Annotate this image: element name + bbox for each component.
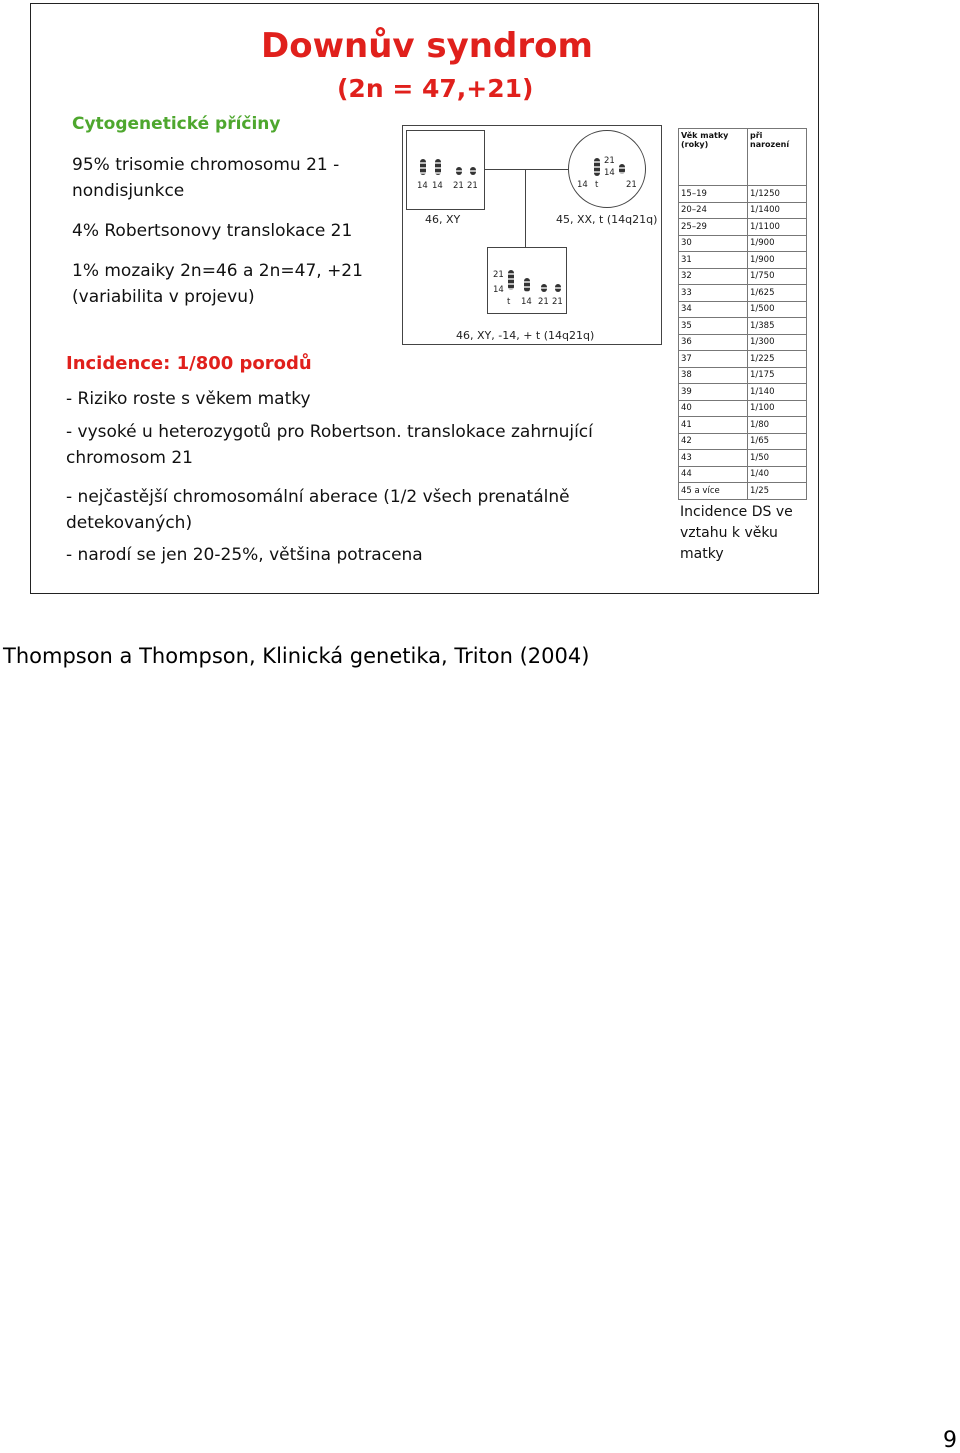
point-line-4: - nejčastější chromosomální aberace (1/2 všech prenatálně (66, 487, 570, 507)
incidence-cell: 1/65 (748, 433, 807, 450)
incidence-cell: 1/140 (748, 384, 807, 401)
father-karyotype-label: 46, XY (425, 213, 461, 226)
header-birth: při narození (748, 129, 807, 186)
table-row (679, 235, 807, 252)
chromosome-icon (420, 159, 426, 175)
table-row (679, 433, 807, 450)
table-row (679, 301, 807, 318)
chrom-label: 21 (453, 181, 464, 191)
incidence-cell: 1/225 (748, 351, 807, 368)
incidence-cell: 1/100 (748, 400, 807, 417)
chromosome-icon (541, 284, 547, 292)
age-cell: 41 (679, 417, 748, 434)
chrom-label: t (595, 180, 599, 190)
child-karyotype-label: 46, XY, -14, + t (14q21q) (456, 329, 595, 342)
incidence-cell: 1/1100 (748, 219, 807, 236)
incidence-cell: 1/900 (748, 235, 807, 252)
age-cell: 33 (679, 285, 748, 302)
chromosome-icon (508, 270, 514, 290)
age-cell: 37 (679, 351, 748, 368)
chromosome-icon (619, 164, 625, 174)
incidence-heading: Incidence: 1/800 porodů (66, 353, 312, 374)
chrom-label: 14 (604, 168, 615, 178)
incidence-cell: 1/80 (748, 417, 807, 434)
table-row (679, 351, 807, 368)
chrom-label: 14 (577, 180, 588, 190)
chrom-label: 21 (538, 297, 549, 307)
chromosome-icon (470, 167, 476, 175)
chrom-label: 14 (493, 285, 504, 295)
slide-title: Downův syndrom (261, 26, 593, 66)
incidence-cell: 1/175 (748, 367, 807, 384)
age-cell: 34 (679, 301, 748, 318)
cause-line-3: 4% Robertsonovy translokace 21 (72, 221, 353, 241)
incidence-cell: 1/625 (748, 285, 807, 302)
point-line-3: chromosom 21 (66, 448, 193, 468)
chrom-label: t (507, 297, 511, 307)
age-cell: 30 (679, 235, 748, 252)
age-cell: 20–24 (679, 202, 748, 219)
age-cell: 32 (679, 268, 748, 285)
age-cell: 31 (679, 252, 748, 269)
table-row (679, 268, 807, 285)
table-row (679, 417, 807, 434)
incidence-cell: 1/385 (748, 318, 807, 335)
age-cell: 43 (679, 450, 748, 467)
point-line-2: - vysoké u heterozygotů pro Robertson. translokace zahrnující (66, 422, 593, 442)
table-row (679, 186, 807, 203)
chrom-label: 21 (493, 270, 504, 280)
table-row (679, 466, 807, 483)
age-cell: 40 (679, 400, 748, 417)
cause-line-2: nondisjunkce (72, 181, 185, 201)
age-cell: 39 (679, 384, 748, 401)
chrom-label: 14 (521, 297, 532, 307)
translocation-diagram (402, 125, 662, 345)
cause-line-4: 1% mozaiky 2n=46 a 2n=47, +21 (72, 261, 363, 281)
slide-subtitle: (2n = 47,+21) (337, 74, 534, 103)
age-cell: 15–19 (679, 186, 748, 203)
incidence-cell: 1/300 (748, 334, 807, 351)
slide-panel (30, 3, 819, 594)
point-line-6: - narodí se jen 20-25%, většina potracena (66, 545, 423, 565)
header-age: Věk matky (roky) (679, 129, 748, 186)
age-cell: 42 (679, 433, 748, 450)
age-cell: 36 (679, 334, 748, 351)
table-row (679, 483, 807, 500)
descent-line (525, 169, 526, 247)
table-row (679, 334, 807, 351)
cause-line-1: 95% trisomie chromosomu 21 - (72, 155, 340, 175)
chromosome-icon (555, 284, 561, 292)
incidence-cell: 1/25 (748, 483, 807, 500)
incidence-table (678, 128, 807, 500)
causes-heading: Cytogenetické příčiny (72, 114, 281, 134)
father-karyotype-box (406, 130, 485, 210)
table-header-row (679, 129, 807, 186)
chrom-label: 21 (626, 180, 637, 190)
chromosome-icon (524, 278, 530, 292)
table-row (679, 202, 807, 219)
chromosome-icon (456, 167, 462, 175)
incidence-cell: 1/900 (748, 252, 807, 269)
table-row (679, 318, 807, 335)
table-row (679, 219, 807, 236)
incidence-cell: 1/50 (748, 450, 807, 467)
page-number: 9 (943, 1428, 957, 1453)
age-cell: 35 (679, 318, 748, 335)
age-cell: 38 (679, 367, 748, 384)
table-row (679, 285, 807, 302)
chrom-label: 14 (432, 181, 443, 191)
point-line-5: detekovaných) (66, 513, 193, 533)
table-row (679, 252, 807, 269)
chromosome-icon (435, 159, 441, 175)
child-karyotype-box (487, 247, 567, 314)
table-row (679, 367, 807, 384)
table-row (679, 400, 807, 417)
age-cell: 25–29 (679, 219, 748, 236)
chromosome-icon (594, 158, 600, 176)
age-cell: 45 a více (679, 483, 748, 500)
citation: Thompson a Thompson, Klinická genetika, Triton (2004) (3, 644, 590, 668)
incidence-cell: 1/1400 (748, 202, 807, 219)
incidence-cell: 1/750 (748, 268, 807, 285)
point-line-1: - Riziko roste s věkem matky (66, 389, 311, 409)
mother-karyotype-label: 45, XX, t (14q21q) (556, 213, 658, 226)
chrom-label: 21 (467, 181, 478, 191)
incidence-cell: 1/1250 (748, 186, 807, 203)
table-row (679, 450, 807, 467)
chrom-label: 21 (552, 297, 563, 307)
cause-line-5: (variabilita v projevu) (72, 287, 255, 307)
age-cell: 44 (679, 466, 748, 483)
incidence-cell: 1/40 (748, 466, 807, 483)
table-row (679, 384, 807, 401)
chrom-label: 21 (604, 156, 615, 166)
incidence-cell: 1/500 (748, 301, 807, 318)
mother-karyotype-circle (568, 130, 646, 208)
table-caption: Incidence DS ve vztahu k věku matky (680, 504, 793, 562)
chrom-label: 14 (417, 181, 428, 191)
